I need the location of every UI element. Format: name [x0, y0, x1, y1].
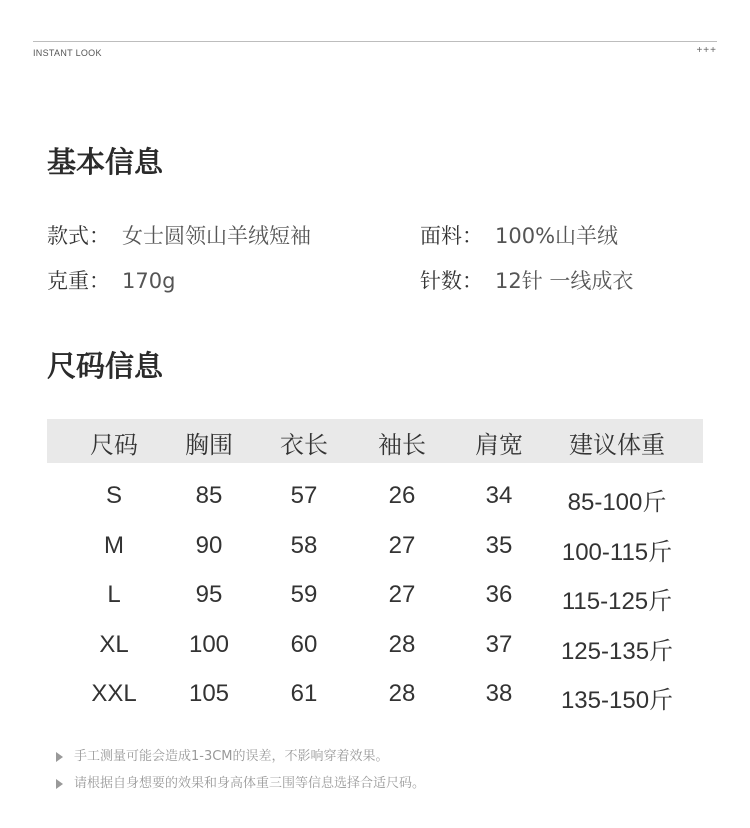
cell-size: XL [99, 630, 129, 658]
cell-weight: 100-115斤 [561, 538, 673, 566]
cell-shoulder: 38 [485, 680, 513, 707]
header-weight: 建议体重 [569, 431, 665, 459]
cell-weight: 135-150斤 [560, 687, 674, 714]
info-value: 100%山羊绒 [495, 224, 619, 248]
cell-length: 60 [290, 630, 318, 658]
triangle-bullet-icon [56, 779, 63, 789]
cell-bust: 90 [195, 531, 223, 559]
cell-bust: 85 [195, 482, 223, 509]
cell-size: L [107, 581, 121, 608]
info-key: 款式： [47, 224, 110, 248]
table-row [47, 532, 703, 582]
cell-bust: 100 [188, 630, 230, 658]
table-row [47, 631, 703, 681]
top-divider [33, 41, 717, 42]
cell-length: 59 [290, 581, 318, 608]
info-key: 面料： [420, 224, 483, 248]
info-fabric [420, 220, 618, 250]
cell-size: XXL [91, 680, 137, 707]
size-table-header [47, 419, 703, 463]
cell-sleeve: 28 [388, 630, 416, 658]
note-text: 请根据自身想要的效果和身高体重三围等信息选择合适尺码。 [74, 776, 426, 791]
info-key: 克重： [47, 269, 110, 293]
note-measurement [56, 745, 389, 764]
header-bust: 胸围 [185, 431, 233, 459]
cell-shoulder: 35 [485, 531, 513, 559]
size-table-body [47, 482, 703, 730]
triangle-bullet-icon [56, 752, 63, 762]
cell-weight: 115-125斤 [561, 588, 673, 615]
info-style [47, 220, 311, 250]
cell-shoulder: 34 [485, 482, 513, 509]
cell-sleeve: 28 [388, 680, 416, 707]
cell-sleeve: 26 [388, 482, 416, 509]
info-value: 女士圆领山羊绒短袖 [122, 224, 311, 248]
info-value: 170g [122, 269, 176, 293]
cell-length: 61 [290, 680, 318, 707]
info-value: 12针 一线成衣 [495, 269, 634, 293]
cell-length: 58 [290, 531, 318, 559]
cell-shoulder: 36 [485, 581, 513, 608]
cell-shoulder: 37 [485, 630, 513, 658]
header-size: 尺码 [90, 431, 138, 459]
brand-label: INSTANT LOOK [33, 48, 102, 58]
size-info-title: 尺码信息 [47, 349, 164, 383]
table-row [47, 581, 703, 631]
cell-weight: 125-135斤 [560, 637, 674, 665]
cell-weight: 85-100斤 [567, 489, 667, 516]
size-table [47, 419, 703, 714]
cell-length: 57 [290, 482, 318, 509]
note-size-choice [56, 772, 425, 791]
decor-plus: +++ [696, 45, 717, 56]
header-shoulder: 肩宽 [475, 431, 523, 459]
cell-sleeve: 27 [388, 581, 416, 608]
info-key: 针数： [420, 269, 483, 293]
note-text: 手工测量可能会造成1-3CM的误差，不影响穿着效果。 [74, 749, 389, 764]
cell-size: S [105, 482, 123, 509]
basic-info-title: 基本信息 [47, 145, 164, 179]
cell-bust: 105 [188, 680, 230, 707]
header-length: 衣长 [280, 431, 328, 459]
table-row [47, 482, 703, 532]
info-weight [47, 265, 175, 295]
info-gauge [420, 265, 633, 295]
cell-bust: 95 [195, 581, 223, 608]
table-row [47, 680, 703, 730]
header-sleeve: 袖长 [378, 431, 426, 459]
cell-sleeve: 27 [388, 531, 416, 559]
cell-size: M [104, 531, 124, 559]
